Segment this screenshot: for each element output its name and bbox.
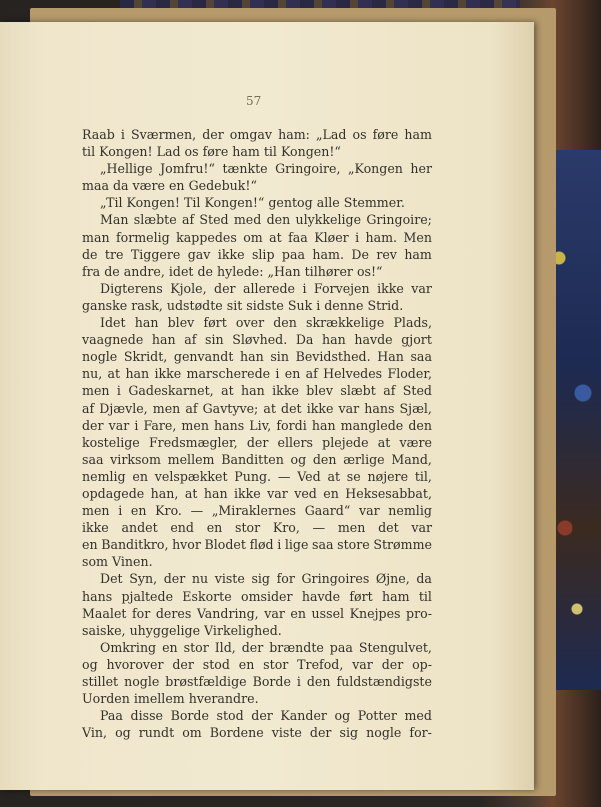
text-line: men i Gadeskarnet, at han ikke blev slæbt af Sted — [82, 383, 432, 399]
text-line: ganske rask, udstødte sit sidste Suk i denne Strid. — [82, 297, 404, 313]
text-line: hans pjaltede Eskorte omsider havde ført ham til — [82, 588, 432, 604]
text-line: Man slæbte af Sted med den ulykkelige Gringoire; — [100, 212, 432, 228]
text-line: Det Syn, der nu viste sig for Gringoires Øjne, da — [100, 571, 432, 587]
page-number: 57 — [246, 94, 262, 108]
text-line: de tre Tiggere gav ikke slip paa ham. De rev ham — [82, 246, 432, 262]
text-line: Vin, og rundt om Bordene viste der sig nogle for- — [82, 725, 432, 741]
text-line: der var i Fare, men hans Liv, fordi han manglede den — [82, 417, 432, 433]
text-line: Uorden imellem hverandre. — [82, 691, 259, 707]
page-text-block — [82, 126, 432, 741]
text-line: og hvorover der stod en stor Trefod, var der op- — [82, 656, 432, 672]
text-line: som Vinen. — [82, 554, 153, 570]
text-line: kostelige Fredsmægler, der ellers plejede at være — [82, 434, 432, 450]
text-line: opdagede han, at han ikke var ved en Heksesabbat, — [82, 485, 432, 501]
book-page — [0, 22, 534, 790]
text-line: nu, at han ikke marscherede i en af Helvedes Floder, — [82, 366, 432, 382]
text-line: nemlig en velspækket Pung. — Ved at se nøjere til, — [82, 468, 432, 484]
text-line: Digterens Kjole, der allerede i Forvejen ikke var — [100, 280, 432, 296]
text-line: Omkring en stor Ild, der brændte paa Stengulvet, — [100, 639, 432, 655]
text-line: „Til Kongen! Til Kongen!“ gentog alle Stemmer. — [100, 195, 405, 211]
text-line: saiske, uhyggelige Virkelighed. — [82, 622, 282, 638]
text-line: en Banditkro, hvor Blodet flød i lige saa store Strømme — [82, 537, 432, 553]
text-line: saa virksom mellem Banditten og den ærlige Mand, — [82, 451, 432, 467]
text-line: man formelig kappedes om at faa Kløer i ham. Men — [82, 229, 432, 245]
text-line: Raab i Sværmen, der omgav ham: „Lad os føre ham — [82, 127, 432, 142]
text-line: Paa disse Borde stod der Kander og Potter med — [100, 708, 432, 724]
text-line: fra de andre, idet de hylede: „Han tilhører os!“ — [82, 263, 383, 279]
text-line: af Djævle, men af Gavtyve; at det ikke var hans Sjæl, — [82, 400, 432, 416]
text-line: nogle Skridt, genvandt han sin Bevidsthed. Han saa — [82, 349, 432, 365]
text-line: maa da være en Gedebuk!“ — [82, 178, 257, 194]
text-line: „Hellige Jomfru!“ tænkte Gringoire, „Kongen her — [100, 161, 432, 177]
text-line: Idet han blev ført over den skrækkelige Plads, — [100, 315, 432, 331]
text-line: stillet nogle brøstfældige Borde i den fuldstændigste — [82, 674, 432, 689]
text-line: ikke andet end en stor Kro, — men det var — [82, 520, 432, 536]
text-line: til Kongen! Lad os føre ham til Kongen!“ — [82, 144, 341, 160]
text-line: Maalet for deres Vandring, var en ussel Knejpes pro- — [82, 605, 432, 621]
text-line: men i en Kro. — „Miraklernes Gaard“ var nemlig — [82, 503, 432, 519]
text-line: vaagnede han af sin Sløvhed. Da han havde gjort — [82, 332, 432, 348]
